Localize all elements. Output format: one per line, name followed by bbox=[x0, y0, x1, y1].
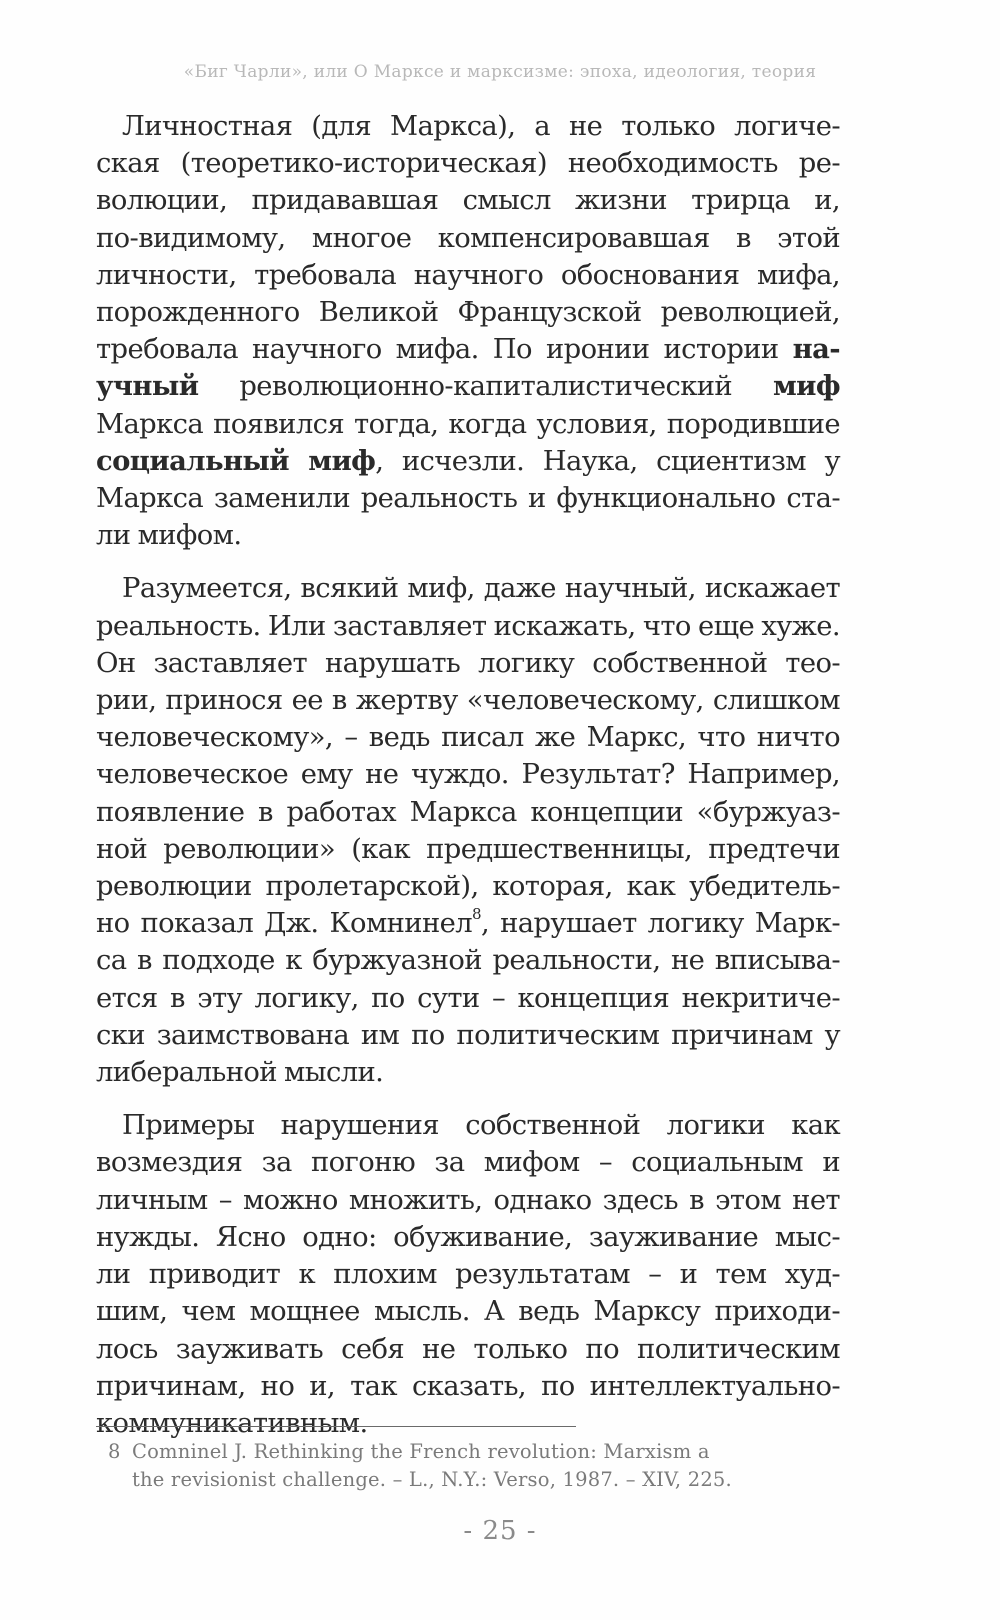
text-line bbox=[96, 145, 840, 182]
text-line bbox=[96, 719, 840, 756]
paragraph bbox=[96, 570, 840, 1091]
text-line bbox=[96, 368, 840, 405]
bold-term: учный bbox=[96, 370, 199, 403]
text-run: шим, чем мощнее мысль. А ведь Марксу приходи- bbox=[96, 1296, 840, 1328]
text-run: революции пролетарской), которая, как убедитель- bbox=[96, 871, 840, 903]
text-run: коммуникативным. bbox=[96, 1407, 368, 1439]
text-run: ли приводит к плохим результатам – и тем худ- bbox=[96, 1259, 840, 1291]
text-run: са в подходе к буржуазной реальности, не вписыва- bbox=[96, 945, 840, 977]
text-line bbox=[96, 905, 840, 942]
text-run: реальность. Или заставляет искажать, что еще хуже. bbox=[96, 610, 840, 642]
page-number: - 25 - bbox=[463, 1516, 537, 1546]
text-run: личным – можно множить, однако здесь в этом нет bbox=[96, 1184, 840, 1216]
paragraph bbox=[96, 108, 840, 554]
text-line bbox=[96, 831, 840, 868]
paragraph bbox=[96, 1107, 840, 1442]
text-run: порожденного Великой Французской революцией, bbox=[96, 297, 840, 329]
text-run: Он заставляет нарушать логику собственной тео- bbox=[96, 647, 840, 679]
text-run: но показал Дж. Комнинел bbox=[96, 908, 473, 940]
text-run: возмездия за погоню за мифом – социальным и bbox=[96, 1147, 840, 1179]
text-line bbox=[96, 331, 840, 368]
text-line bbox=[96, 942, 840, 979]
text-line bbox=[96, 480, 840, 517]
text-run: Примеры нарушения собственной логики как bbox=[122, 1110, 840, 1142]
text-line bbox=[96, 1368, 840, 1405]
text-line bbox=[96, 794, 840, 831]
text-run: нужды. Ясно одно: обуживание, зауживание мыс- bbox=[96, 1221, 840, 1253]
text-line bbox=[96, 1293, 840, 1330]
text-line bbox=[96, 756, 840, 793]
text-line bbox=[96, 1054, 840, 1091]
bold-term: на- bbox=[792, 333, 840, 366]
text-run: Разумеется, всякий миф, даже научный, искажает bbox=[122, 573, 840, 605]
text-line bbox=[96, 1182, 840, 1219]
footnote-divider bbox=[96, 1426, 576, 1427]
text-run: ли мифом. bbox=[96, 520, 242, 552]
text-line bbox=[96, 294, 840, 331]
footnote bbox=[108, 1438, 838, 1494]
text-run: лось зауживать себя не только по политическим bbox=[96, 1333, 840, 1365]
text-line bbox=[96, 1107, 840, 1144]
text-line bbox=[96, 570, 840, 607]
main-text bbox=[96, 108, 840, 1442]
text-run: личности, требовала научного обоснования мифа, bbox=[96, 259, 840, 291]
text-line bbox=[96, 220, 840, 257]
text-run: ной революции» (как предшественницы, предтечи bbox=[96, 833, 840, 865]
text-line bbox=[96, 1331, 840, 1368]
text-run: Маркса появился тогда, когда условия, породившие bbox=[96, 408, 840, 440]
text-run: волюции, придававшая смысл жизни трирца и, bbox=[96, 185, 840, 217]
footnote-marker: 8 bbox=[472, 905, 482, 924]
bold-term: миф bbox=[772, 370, 840, 403]
running-head: «Биг Чарли», или О Марксе и марксизме: эпоха, идеология, теория bbox=[183, 62, 817, 82]
text-run: человеческое ему не чуждо. Результат? Например, bbox=[96, 759, 840, 791]
text-line bbox=[96, 868, 840, 905]
text-line bbox=[96, 1017, 840, 1054]
text-run: революционно-капиталистический bbox=[198, 371, 773, 403]
text-run: появление в работах Маркса концепции «буржуаз- bbox=[96, 796, 840, 828]
text-line bbox=[96, 980, 840, 1017]
text-run: человеческому», – ведь писал же Маркс, что ничто bbox=[96, 722, 840, 754]
footnote-line-1: Comninel J. Rethinking the French revolution: Marxism a bbox=[132, 1440, 710, 1463]
text-line bbox=[96, 182, 840, 219]
text-line bbox=[96, 1256, 840, 1293]
text-run: либеральной мысли. bbox=[96, 1057, 384, 1089]
text-run: причинам, но и, так сказать, по интеллектуально- bbox=[96, 1370, 840, 1402]
text-run: Личностная (для Маркса), а не только логиче- bbox=[122, 111, 840, 142]
text-run: , нарушает логику Марк- bbox=[481, 908, 840, 940]
text-run: ется в эту логику, по сути – концепция некритиче- bbox=[96, 982, 840, 1014]
text-run: , исчезли. Наука, сциентизм у bbox=[375, 445, 840, 477]
text-run: ская (теоретико-историческая) необходимость ре- bbox=[96, 148, 840, 180]
text-line bbox=[96, 608, 840, 645]
bold-term: социальный миф bbox=[96, 444, 376, 477]
text-line bbox=[96, 1144, 840, 1181]
footnote-number: 8 bbox=[108, 1440, 121, 1463]
text-run: по-видимому, многое компенсировавшая в этой bbox=[96, 222, 840, 254]
text-run: требовала научного мифа. По иронии истории bbox=[96, 334, 793, 366]
text-line bbox=[96, 443, 840, 480]
text-line bbox=[96, 645, 840, 682]
text-line bbox=[96, 682, 840, 719]
text-line bbox=[96, 1405, 840, 1442]
text-run: рии, принося ее в жертву «человеческому, слишком bbox=[96, 685, 840, 717]
text-line bbox=[96, 108, 840, 145]
text-run: ски заимствована им по политическим причинам у bbox=[96, 1019, 840, 1051]
text-line bbox=[96, 406, 840, 443]
text-line bbox=[96, 1219, 840, 1256]
footnote-line-2: the revisionist challenge. – L., N.Y.: Verso, 1987. – XIV, 225. bbox=[132, 1468, 732, 1491]
text-line bbox=[96, 517, 840, 554]
text-line bbox=[96, 257, 840, 294]
text-run: Маркса заменили реальность и функционально ста- bbox=[96, 483, 840, 515]
